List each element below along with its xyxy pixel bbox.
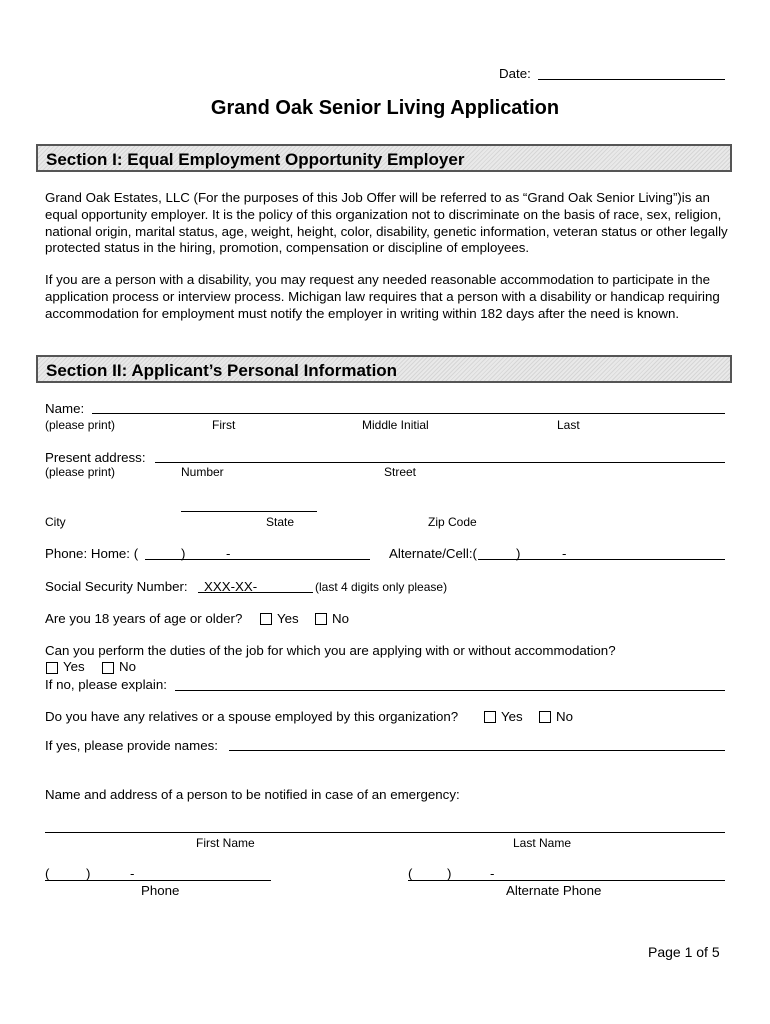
- section-1-heading: Section I: Equal Employment Opportunity Employer: [46, 150, 465, 169]
- home-phone-dash: -: [226, 546, 231, 561]
- ssn-note: (last 4 digits only please): [315, 580, 448, 594]
- zip-caption: Zip Code: [428, 515, 477, 529]
- home-phone-field[interactable]: [145, 559, 370, 560]
- em-alt-paren-close: ): [447, 866, 452, 881]
- first-caption: First: [212, 418, 236, 432]
- alt-phone-dash: -: [562, 546, 567, 561]
- section-1-header: [36, 144, 732, 172]
- home-phone-paren: ): [181, 546, 186, 561]
- page-title: Grand Oak Senior Living Application: [210, 97, 560, 119]
- age-no-label: No: [332, 611, 349, 626]
- names-label: If yes, please provide names:: [45, 738, 218, 753]
- emergency-name-field[interactable]: [45, 832, 725, 833]
- em-phone-paren-close: ): [86, 866, 91, 881]
- number-caption: Number: [181, 465, 224, 479]
- relatives-question: Do you have any relatives or a spouse employed by this organization?: [45, 709, 459, 724]
- ssn-field[interactable]: [198, 592, 313, 593]
- alt-phone-paren: ): [516, 546, 521, 561]
- ssn-label: Social Security Number:: [45, 579, 188, 594]
- name-label: Name:: [45, 401, 85, 416]
- relatives-no-checkbox[interactable]: [539, 711, 551, 723]
- em-phone-dash: -: [130, 866, 135, 881]
- first-name-caption: First Name: [196, 836, 255, 850]
- address-label: Present address:: [45, 450, 146, 465]
- section-2-heading: Section II: Applicant’s Personal Information: [46, 361, 398, 380]
- duties-no-label: No: [119, 659, 136, 674]
- em-phone-field[interactable]: [45, 880, 271, 881]
- address-field[interactable]: [155, 462, 725, 463]
- relatives-yes-label: Yes: [501, 709, 523, 724]
- em-alt-phone-field[interactable]: [408, 880, 725, 881]
- phone-caption: Phone: [141, 883, 180, 898]
- em-alt-paren-open: (: [408, 866, 413, 881]
- age-question: Are you 18 years of age or older?: [45, 611, 243, 626]
- age-yes-label: Yes: [277, 611, 299, 626]
- alternate-phone-caption: Alternate Phone: [506, 883, 602, 898]
- ssn-value: XXX-XX-: [204, 579, 258, 594]
- date-label: Date:: [499, 66, 531, 81]
- page-number: Page 1 of 5: [648, 944, 720, 960]
- disability-paragraph: If you are a person with a disability, you may request any needed reasonable accommodation to participate in the application process or interview process. Michigan law requires that a person with a disability or handicap requiring accommodation for employment must notify the employer in writing within 182 days after the need is known.: [45, 272, 720, 321]
- age-no-checkbox[interactable]: [315, 613, 327, 625]
- last-caption: Last: [557, 418, 580, 432]
- explain-label: If no, please explain:: [45, 677, 167, 692]
- home-phone-label: Phone: Home: (: [45, 546, 139, 561]
- section-2-header: [36, 355, 732, 383]
- city-caption: City: [45, 515, 66, 529]
- middle-initial-caption: Middle Initial: [362, 418, 429, 432]
- address-please-print: (please print): [45, 465, 116, 479]
- alt-phone-label: Alternate/Cell:(: [389, 546, 477, 561]
- em-phone-paren-open: (: [45, 866, 50, 881]
- relatives-yes-checkbox[interactable]: [484, 711, 496, 723]
- state-caption: State: [266, 515, 295, 529]
- age-yes-checkbox[interactable]: [260, 613, 272, 625]
- duties-yes-label: Yes: [63, 659, 85, 674]
- eeo-paragraph: Grand Oak Estates, LLC (For the purposes of this Job Offer will be referred to as “Grand Oak Senior Living”)is an equal opportunity employer. It is the policy of this organization not to discriminate on the basis of race, sex, religion, national origin, marital status, age, weight, height, color, disability, genetic information, veteran status or other legally protected status in the hiring, promotion, compensation or discipline of employees.: [45, 190, 728, 256]
- explain-field[interactable]: [175, 690, 725, 691]
- emergency-label: Name and address of a person to be notified in case of an emergency:: [45, 787, 460, 802]
- date-field[interactable]: [538, 79, 725, 80]
- relatives-no-label: No: [556, 709, 573, 724]
- name-field[interactable]: [92, 413, 725, 414]
- name-please-print: (please print): [45, 418, 116, 432]
- duties-question: Can you perform the duties of the job for which you are applying with or without accommodation?: [45, 643, 616, 658]
- street-caption: Street: [384, 465, 417, 479]
- names-field[interactable]: [229, 750, 725, 751]
- last-name-caption: Last Name: [513, 836, 572, 850]
- city-state-field[interactable]: [181, 511, 317, 512]
- duties-yes-checkbox[interactable]: [46, 662, 58, 674]
- duties-no-checkbox[interactable]: [102, 662, 114, 674]
- em-alt-dash: -: [490, 866, 495, 881]
